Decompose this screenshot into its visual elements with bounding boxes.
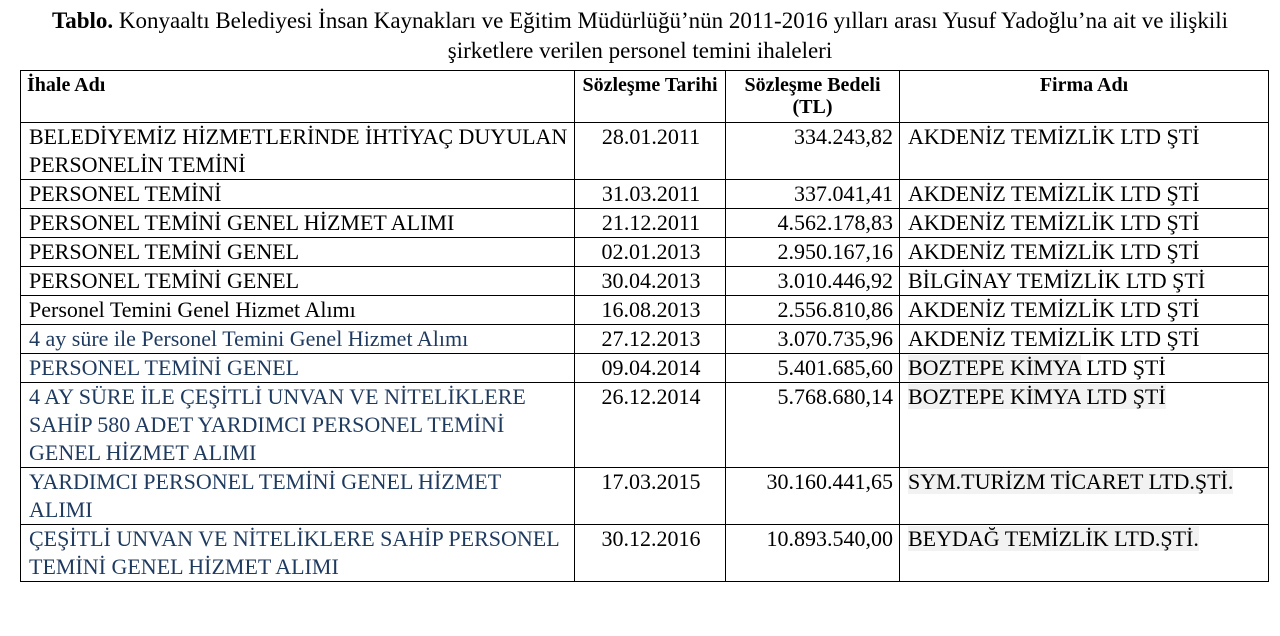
cell-contract-date: 02.01.2013 bbox=[575, 238, 726, 267]
cell-firm-name: AKDENİZ TEMİZLİK LTD ŞTİ bbox=[900, 238, 1269, 267]
cell-firm-name bbox=[900, 525, 1269, 582]
table-caption bbox=[0, 6, 1280, 66]
table-row bbox=[21, 325, 1269, 354]
column-header-tender-name: İhale Adı bbox=[21, 71, 575, 123]
caption-label: Tablo. bbox=[51, 8, 114, 33]
cell-contract-date: 28.01.2011 bbox=[575, 123, 726, 180]
cell-firm-name: BİLGİNAY TEMİZLİK LTD ŞTİ bbox=[900, 267, 1269, 296]
cell-contract-date: 16.08.2013 bbox=[575, 296, 726, 325]
cell-contract-amount: 10.893.540,00 bbox=[726, 525, 900, 582]
cell-contract-amount: 2.556.810,86 bbox=[726, 296, 900, 325]
cell-tender-name: 4 AY SÜRE İLE ÇEŞİTLİ UNVAN VE NİTELİKLERE SAHİP 580 ADET YARDIMCI PERSONEL TEMİNİ GENEL HİZMET ALIMI bbox=[21, 383, 575, 468]
cell-tender-name: YARDIMCI PERSONEL TEMİNİ GENEL HİZMET ALIMI bbox=[21, 468, 575, 525]
table-row bbox=[21, 296, 1269, 325]
firm-name-highlighted: BEYDAĞ TEMİZLİK LTD.ŞTİ. bbox=[908, 526, 1199, 551]
column-header-contract-date: Sözleşme Tarihi bbox=[575, 71, 726, 123]
cell-firm-name: AKDENİZ TEMİZLİK LTD ŞTİ bbox=[900, 325, 1269, 354]
cell-contract-date: 30.12.2016 bbox=[575, 525, 726, 582]
cell-firm-name: AKDENİZ TEMİZLİK LTD ŞTİ bbox=[900, 296, 1269, 325]
cell-contract-amount: 334.243,82 bbox=[726, 123, 900, 180]
cell-firm-name: AKDENİZ TEMİZLİK LTD ŞTİ bbox=[900, 209, 1269, 238]
cell-firm-name bbox=[900, 468, 1269, 525]
cell-contract-amount: 3.070.735,96 bbox=[726, 325, 900, 354]
firm-name-highlighted: SYM.TURİZM TİCARET LTD.ŞTİ. bbox=[908, 469, 1234, 494]
cell-tender-name: PERSONEL TEMİNİ GENEL bbox=[21, 354, 575, 383]
cell-firm-name: AKDENİZ TEMİZLİK LTD ŞTİ bbox=[900, 123, 1269, 180]
cell-contract-amount: 2.950.167,16 bbox=[726, 238, 900, 267]
cell-contract-amount: 5.768.680,14 bbox=[726, 383, 900, 468]
firm-name-highlighted: BOZTEPE KİMYA bbox=[908, 384, 1081, 409]
cell-contract-date: 21.12.2011 bbox=[575, 209, 726, 238]
cell-contract-amount: 30.160.441,65 bbox=[726, 468, 900, 525]
cell-tender-name: ÇEŞİTLİ UNVAN VE NİTELİKLERE SAHİP PERSONEL TEMİNİ GENEL HİZMET ALIMI bbox=[21, 525, 575, 582]
cell-firm-name: AKDENİZ TEMİZLİK LTD ŞTİ bbox=[900, 180, 1269, 209]
cell-tender-name: BELEDİYEMİZ HİZMETLERİNDE İHTİYAÇ DUYULAN PERSONELİN TEMİNİ bbox=[21, 123, 575, 180]
cell-tender-name: Personel Temini Genel Hizmet Alımı bbox=[21, 296, 575, 325]
cell-tender-name: PERSONEL TEMİNİ bbox=[21, 180, 575, 209]
table-row bbox=[21, 354, 1269, 383]
table-row bbox=[21, 180, 1269, 209]
cell-tender-name: 4 ay süre ile Personel Temini Genel Hizmet Alımı bbox=[21, 325, 575, 354]
column-header-firm-name: Firma Adı bbox=[900, 71, 1269, 123]
tenders-table bbox=[20, 70, 1269, 582]
cell-contract-amount: 4.562.178,83 bbox=[726, 209, 900, 238]
cell-contract-date: 30.04.2013 bbox=[575, 267, 726, 296]
cell-contract-date: 27.12.2013 bbox=[575, 325, 726, 354]
cell-contract-date: 17.03.2015 bbox=[575, 468, 726, 525]
caption-text: Konyaaltı Belediyesi İnsan Kaynakları ve Eğitim Müdürlüğü’nün 2011-2016 yılları arası Yusuf Yadoğlu’na ait ve ilişkili şirketlere verilen personel temini ihaleleri bbox=[118, 8, 1229, 63]
firm-name-highlighted: BOZTEPE KİMYA bbox=[908, 355, 1081, 380]
cell-firm-name bbox=[900, 383, 1269, 468]
table-row bbox=[21, 209, 1269, 238]
cell-contract-amount: 337.041,41 bbox=[726, 180, 900, 209]
firm-name-suffix: LTD ŞTİ bbox=[1080, 355, 1166, 380]
cell-contract-amount: 3.010.446,92 bbox=[726, 267, 900, 296]
firm-name-suffix: LTD ŞTİ bbox=[1080, 384, 1166, 409]
cell-contract-date: 09.04.2014 bbox=[575, 354, 726, 383]
table-row bbox=[21, 468, 1269, 525]
column-header-contract-amount: Sözleşme Bedeli (TL) bbox=[726, 71, 900, 123]
cell-firm-name bbox=[900, 354, 1269, 383]
cell-contract-amount: 5.401.685,60 bbox=[726, 354, 900, 383]
table-row bbox=[21, 123, 1269, 180]
cell-contract-date: 26.12.2014 bbox=[575, 383, 726, 468]
cell-tender-name: PERSONEL TEMİNİ GENEL bbox=[21, 238, 575, 267]
cell-tender-name: PERSONEL TEMİNİ GENEL HİZMET ALIMI bbox=[21, 209, 575, 238]
cell-contract-date: 31.03.2011 bbox=[575, 180, 726, 209]
table-row bbox=[21, 238, 1269, 267]
table-row bbox=[21, 383, 1269, 468]
table-row bbox=[21, 525, 1269, 582]
table-header-row bbox=[21, 71, 1269, 123]
cell-tender-name: PERSONEL TEMİNİ GENEL bbox=[21, 267, 575, 296]
table-row bbox=[21, 267, 1269, 296]
